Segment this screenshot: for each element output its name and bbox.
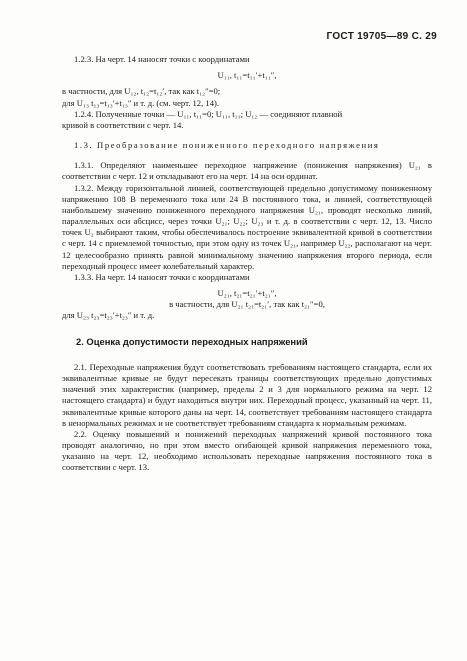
paragraph-1-2-3-line3: для U₁₃ t₁₃=t₁₃′+t₁₃″ и т. д. (см. черт. 12, 14). — [62, 97, 220, 108]
paragraph-1-2-3: 1.2.3. На черт. 14 наносят точки с координатами — [74, 54, 250, 64]
formula-u21-particular: в частности, для U₂₁ t₂₁=t₂₁′, так как t₂₁″=0, — [169, 299, 325, 310]
section-1-3-heading: 1.3. Преобразование пониженного переходного напряжения — [74, 140, 380, 151]
paragraph-2-1: 2.1. Переходные напряжения будут соответствовать требованиям настоящего стандарта, если их эквивалентные кривые не будут пересекать границы соответствующих предельно допустимых значений этих характеристик (например, пределы 2 и 3 для нормального режима на черт. 12 настоящего стандарта) и будут находиться внутри них. Переходный процесс, указанный на черт. 11, эквивалентные кривые которого даны на черт. 14, соответствует требованиям настоящего стандарта в ненормальных режимах и не соответствует требованиям стандарта к нормальным режимам. — [62, 361, 432, 428]
formula-u21: U₂₁, t₂₁=t₂₁′+t₂₁″, — [217, 288, 277, 299]
paragraph-1-2-4: 1.2.4. Полученные точки — U₁₁, t₁₁=0; U₁₁, t₁₁; U₁₂ — соединяют плавной — [74, 108, 343, 119]
paragraph-1-3-1: 1.3.1. Определяют наименьшее переходное напряжение (понижения напряжения) U₂₁ в соответствии с черт. 12 и откладывают его на черт. 14 на оси ординат. — [62, 160, 432, 182]
paragraph-1-3-3: 1.3.3. На черт. 14 наносят точки с координатами — [74, 271, 250, 282]
formula-u23: для U₂₃ t₂₃=t₂₃′+t₂₃″ и т. д. — [62, 310, 155, 321]
page-header: ГОСТ 19705—89 С. 29 — [326, 31, 437, 42]
paragraph-1-3-2: 1.3.2. Между горизонтальной линией, соответствующей предельно допустимому пониженному напряжению 108 В переменного тока или 24 В постоянного тока, и линией, соответствующей наибольшему значению пониженного переходного напряжения U₂₁, проводят несколько линий, параллельных оси абсцисс, через точки U₂₁; U₂₂; U₂₃ и т. д. в соответствии с черт. 12, 13. Число точек U₂ выбирают таким, чтобы обеспечивалось построение эквивалентной кривой в соответствии с черт. 14 с приемлемой точностью, при этом одну из точек U₂₁, например U₂₂, располагают на черт. 12 целесообразно принять равной минимальному значению напряжения второго периода, если переходный процесс имеет колебательный характер. — [62, 182, 432, 271]
formula-u11: U₁₁, t₁₁=t₁₁′+t₁₁″, — [217, 70, 277, 81]
section-2-heading: 2. Оценка допустимости переходных напряжений — [76, 335, 308, 347]
paragraph-2-2: 2.2. Оценку повышений и понижений переходных напряжений кривой постоянного тока проводят аналогично, но при этом вместо огибающей кривой напряжения переменного тока, указанно на черт. 12, необходимо использовать переходные напряжения постоянного тока в соответствии с черт. 13. — [62, 428, 432, 473]
paragraph-1-2-4-line2: кривой в соответствии с черт. 14. — [62, 119, 184, 130]
page-content — [62, 54, 432, 474]
paragraph-1-2-3-line2: в частности, для U₁₂, t₁₂=t₁₂′, так как t₁₂″=0; — [62, 86, 221, 97]
